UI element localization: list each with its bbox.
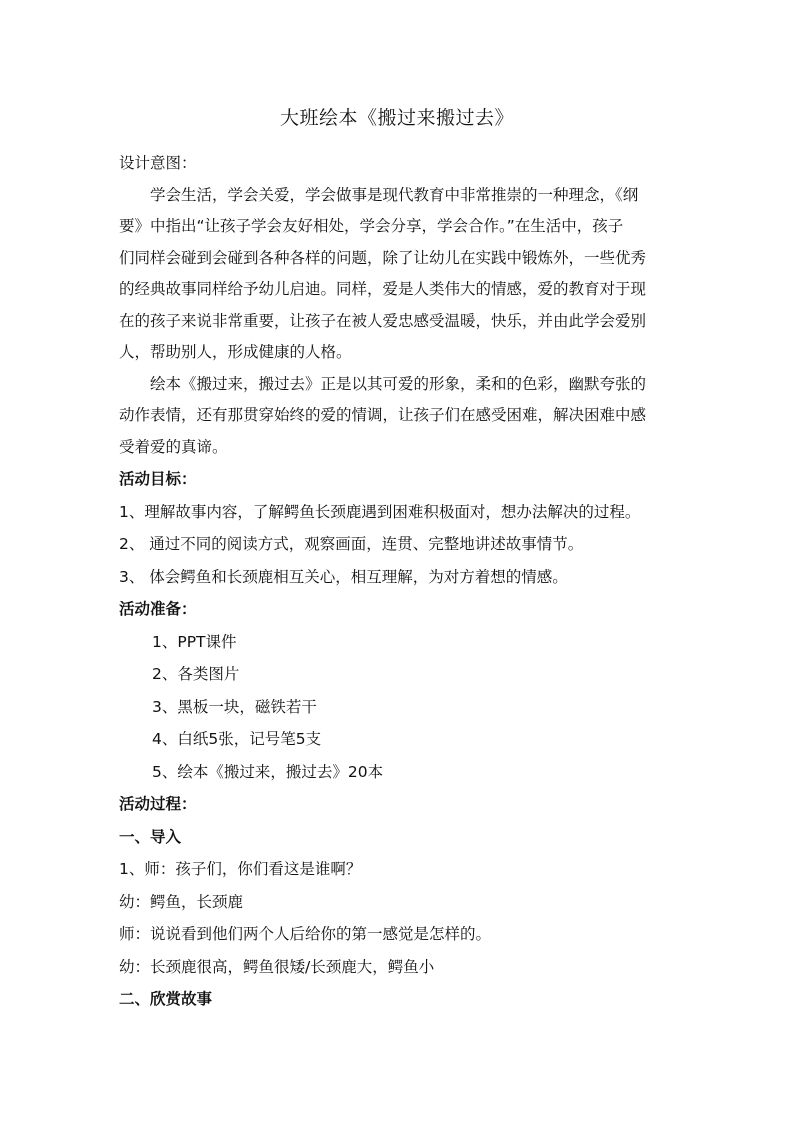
preparation-item: 4、白纸5张，记号笔5支 [152, 730, 322, 748]
document-body [119, 147, 674, 1016]
process-heading: 活动过程： [119, 795, 197, 813]
design-paragraph-2 [119, 369, 674, 464]
paragraph-line: 绘本《搬过来，搬过去》正是以其可爱的形象，柔和的色彩，幽默夸张的 [150, 374, 647, 393]
section-heading-story: 二、欣赏故事 [119, 990, 213, 1008]
section-heading-intro: 一、导入 [119, 827, 182, 846]
goal-item: 1、理解故事内容，了解鳄鱼长颈鹿遇到困难积极面对，想办法解决的过程。 [119, 502, 641, 521]
design-heading: 设计意图： [119, 154, 197, 172]
paragraph-line: 要》中指出“让孩子学会友好相处，学会分享，学会合作。”在生活中，孩子 [119, 217, 624, 235]
goal-item: 2、 通过不同的阅读方式，观察画面，连贯、完整地讲述故事情节。 [119, 535, 584, 553]
dialogue-line: 师：说说看到他们两个人后给你的第一感觉是怎样的。 [119, 925, 492, 943]
dialogue-line: 幼：鳄鱼，长颈鹿 [119, 892, 244, 911]
preparation-item: 3、黑板一块，磁铁若干 [152, 697, 317, 716]
paragraph-line: 学会生活，学会关爱，学会做事是现代教育中非常推崇的一种理念，《纲 [150, 185, 639, 204]
paragraph-line: 们同样会碰到会碰到各种各样的问题，除了让幼儿在实践中锻炼外，一些优秀 [119, 248, 647, 267]
paragraph-line: 在的孩子来说非常重要，让孩子在被人爱忠感受温暖，快乐，并由此学会爱别 [119, 311, 647, 330]
paragraph-line: 的经典故事同样给予幼儿启迪。同样，爱是人类伟大的情感，爱的教育对于现 [119, 280, 647, 298]
preparation-item: 2、各类图片 [152, 665, 240, 683]
design-paragraph-1 [119, 180, 674, 369]
paragraph-line: 动作表情，还有那贯穿始终的爱的情调，让孩子们在感受困难，解决困难中感 [119, 406, 647, 424]
preparation-heading: 活动准备： [119, 600, 197, 618]
goals-heading: 活动目标： [119, 470, 197, 488]
dialogue-line: 1、师：孩子们，你们看这是谁啊？ [119, 860, 362, 878]
dialogue-line: 幼：长颈鹿很高，鳄鱼很矮/长颈鹿大，鳄鱼小 [119, 957, 435, 976]
preparation-item: 1、PPT课件 [152, 632, 237, 651]
document-title: 大班绘本《搬过来搬过去》 [279, 107, 514, 129]
preparation-item: 5、绘本《搬过来，搬过去》20本 [152, 762, 384, 781]
paragraph-line: 人，帮助别人，形成健康的人格。 [119, 343, 352, 361]
goal-item: 3、 体会鳄鱼和长颈鹿相互关心，相互理解，为对方着想的情感。 [119, 567, 568, 586]
paragraph-line: 受着爱的真谛。 [119, 437, 228, 456]
